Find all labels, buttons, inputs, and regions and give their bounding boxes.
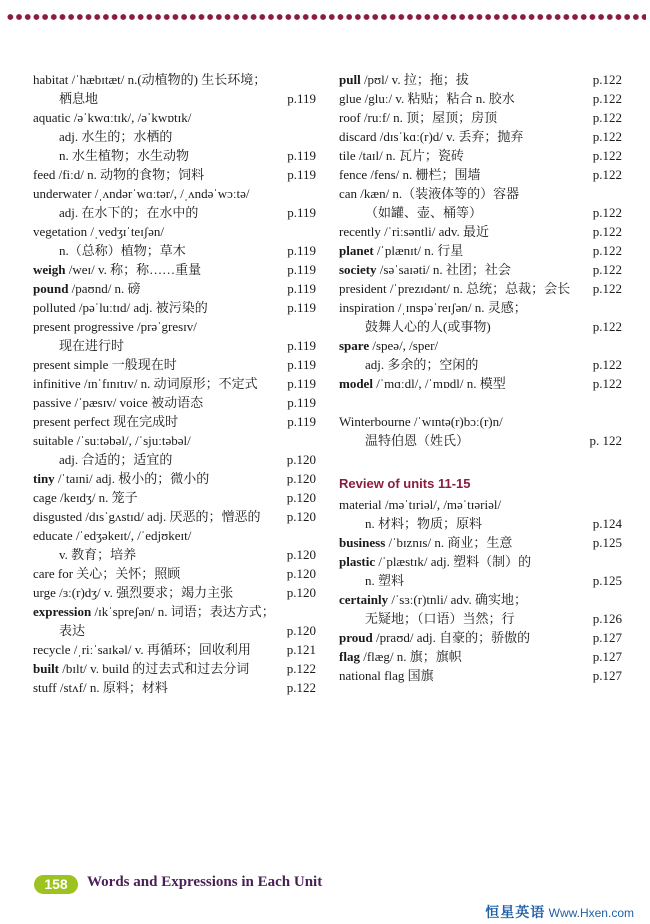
word-entry [33,659,316,678]
entry-text: cage /keɪdʒ/ n. 笼子 [33,490,138,505]
page-reference: p.122 [592,129,622,144]
entry-text: present progressive /prəˈgresɪv/ [33,319,197,334]
entry-text: habitat /ˈhæbɪtæt/ n.(动植物的) 生长环境； [33,72,267,87]
page-reference: p.120 [286,566,316,581]
page-reference: p.122 [592,91,622,106]
word-entry [33,355,316,374]
entry-text: adj. 水生的；水栖的 [59,129,173,144]
entry-text: adj. 合适的；适宜的 [59,452,173,467]
entry-definition: /ˈsɜː(r)tnli/ adv. 确实地； [388,592,528,607]
entry-definition: /ˈtaɪni/ adj. 极小的；微小的 [54,471,210,486]
entry-text: recently /ˈriːsəntli/ adv. 最近 [339,224,490,239]
section-title: Review of units 11-15 [339,476,471,491]
word-entry [33,260,316,279]
entry-text: v. 教育；培养 [59,547,137,562]
page-reference: p.127 [592,649,622,664]
page-reference: p.127 [592,668,622,683]
word-entry [339,666,622,685]
page-reference: p.122 [592,262,622,277]
page-reference: p.122 [592,281,622,296]
page-reference: p.127 [592,630,622,645]
page-reference: p.119 [287,357,316,372]
entry-definition: /pʊl/ v. 拉；拖；拔 [360,72,469,87]
headword: spare [339,338,370,353]
word-entry [33,526,316,545]
entry-text: glue /gluː/ v. 粘贴；粘合 n. 胶水 [339,91,515,106]
word-entry [33,108,316,127]
review-word-list [339,495,622,685]
right-word-list [339,70,622,393]
page-reference: p.122 [592,167,622,182]
headword: certainly [339,592,389,607]
word-entry [33,431,316,450]
page-reference: p.119 [287,167,316,182]
word-entry [339,222,622,241]
entry-continuation [339,571,622,590]
footer-title: Words and Expressions in Each Unit [87,874,323,890]
entry-text: discard /dɪsˈkɑː(r)d/ v. 丢弃；抛弃 [339,129,524,144]
entry-text: underwater /ˌʌndərˈwɑːtər/, /ˌʌndəˈwɔːtə/ [33,186,250,201]
headword: business [339,535,386,550]
entry-text: inspiration /ˌɪnspəˈreɪʃən/ n. 灵感； [339,300,527,315]
entry-text: recycle /ˌriːˈsaɪkəl/ v. 再循环；回收利用 [33,642,251,657]
entry-continuation [33,146,316,165]
page-reference: p.119 [287,243,316,258]
entry-text: can /kæn/ n.（装液体等的）容器 [339,186,520,201]
entry-text: 鼓舞人心的人(或事物) [365,319,491,334]
page-reference: p.120 [286,490,316,505]
headword: plastic [339,554,376,569]
word-entry [33,222,316,241]
entry-definition: /ˈplænɪt/ n. 行星 [373,243,464,258]
entry-text: adj. 多余的；空闲的 [365,357,479,372]
word-entry [33,602,316,621]
entry-definition: /səˈsaɪəti/ n. 社团；社会 [376,262,511,277]
word-entry [33,678,316,697]
entry-text: Winterbourne /ˈwɪntə(r)bɔː(r)n/ [339,414,503,429]
headword: pull [339,72,361,87]
headword: flag [339,649,360,664]
word-entry [339,127,622,146]
entry-continuation [33,545,316,564]
word-entry [339,647,622,666]
entry-definition: /praʊd/ adj. 自豪的；骄傲的 [372,630,531,645]
word-entry [33,298,316,317]
headword: built [33,661,60,676]
entry-text: 无疑地；（口语）当然；行 [365,611,515,626]
word-entry [33,393,316,412]
word-entry [33,70,316,89]
page-reference: p.120 [286,585,316,600]
page-reference: p.125 [592,535,622,550]
word-entry [339,495,622,514]
page-reference: p.120 [286,547,316,562]
entry-continuation [33,336,316,355]
page-reference: p.119 [287,262,316,277]
word-entry [33,279,316,298]
page-reference: p.122 [286,661,316,676]
page-reference: p.119 [287,338,316,353]
headword: pound [33,281,69,296]
entry-text: 现在进行时 [59,338,125,353]
headword: proud [339,630,373,645]
entry-definition: /bɪlt/ v. build 的过去式和过去分词 [59,661,250,676]
page-reference: p.122 [592,319,622,334]
word-entry [33,488,316,507]
entry-definition: /paʊnd/ n. 磅 [68,281,141,296]
entry-continuation [33,450,316,469]
word-entry [339,184,622,203]
page-reference: p.122 [592,243,622,258]
word-entry [339,70,622,89]
entry-definition: /ˈmɑːdl/, /ˈmɒdl/ n. 模型 [372,376,506,391]
page-reference: p.122 [286,680,316,695]
entry-text: stuff /stʌf/ n. 原料；材料 [33,680,168,695]
entry-continuation [33,127,316,146]
entry-continuation [339,431,622,450]
page-reference: p.120 [286,471,316,486]
word-entry [33,412,316,431]
headword: expression [33,604,92,619]
word-entry [339,628,622,647]
word-entry [339,89,622,108]
entry-continuation [339,514,622,533]
entry-text: passive /ˈpæsɪv/ voice 被动语态 [33,395,204,410]
word-entry [33,583,316,602]
entry-text: vegetation /ˌvedʒɪˈteɪʃən/ [33,224,165,239]
word-entry [339,165,622,184]
word-entry [33,184,316,203]
entry-text: n.（总称）植物；草木 [59,243,186,258]
watermark-url: Www.Hxen.com [548,906,634,920]
page-reference: p.122 [592,205,622,220]
entry-definition: /ɪkˈspreʃən/ n. 词语；表达方式； [91,604,275,619]
page-reference: p.121 [286,642,316,657]
entry-text: n. 水生植物；水生动物 [59,148,190,163]
entry-text: 表达 [59,623,86,638]
entry-text: fence /fens/ n. 栅栏；围墙 [339,167,481,182]
page-number-badge: 158 [34,875,78,894]
entry-text: feed /fiːd/ n. 动物的食物；饲料 [33,167,205,182]
entry-text: （如罐、壶、桶等） [365,205,483,220]
entry-text: n. 塑料 [365,573,405,588]
entry-text: 温特伯恩（姓氏） [365,433,470,448]
word-entry [339,146,622,165]
entry-text: disgusted /dɪsˈgʌstɪd/ adj. 厌恶的；憎恶的 [33,509,261,524]
word-entry [33,165,316,184]
entry-definition: /ˈbɪznɪs/ n. 商业；生意 [385,535,513,550]
page-reference: p.119 [287,205,316,220]
word-entry [339,412,622,431]
entry-definition: /weɪ/ v. 称；称……重量 [65,262,202,277]
entry-text: suitable /ˈsuːtəbəl/, /ˈsjuːtəbəl/ [33,433,191,448]
page-reference: p.124 [592,516,622,531]
page-reference: p.119 [287,395,316,410]
entry-definition: /flæg/ n. 旗；旗帜 [359,649,462,664]
page-reference: p.122 [592,376,622,391]
page-reference: p.119 [287,148,316,163]
word-entry [339,336,622,355]
entry-text: present perfect 现在完成时 [33,414,179,429]
entry-continuation [339,203,622,222]
word-entry [339,279,622,298]
entry-text: n. 材料；物质；原料 [365,516,483,531]
entry-continuation [339,355,622,374]
entry-continuation [33,89,316,108]
word-entry [33,507,316,526]
page-reference: p.125 [592,573,622,588]
word-entry [339,552,622,571]
decorative-dot-border [6,11,646,23]
page-reference: p.119 [287,376,316,391]
headword: planet [339,243,374,258]
page-reference: p.122 [592,224,622,239]
word-entry [339,533,622,552]
word-entry [33,317,316,336]
right-word-column [339,70,622,685]
page-reference: p.119 [287,414,316,429]
headword: tiny [33,471,55,486]
entry-text: roof /ruːf/ n. 顶；屋顶；房顶 [339,110,498,125]
page-reference: p.119 [287,300,316,315]
word-entry [339,241,622,260]
entry-continuation [339,609,622,628]
page-reference: p.122 [592,357,622,372]
page-reference: p.122 [592,148,622,163]
entry-definition: /ˈplæstɪk/ adj. 塑料（制）的 [375,554,532,569]
page-reference: p.119 [287,91,316,106]
headword: society [339,262,377,277]
word-entry [33,374,316,393]
word-entry [339,374,622,393]
page-reference: p.120 [286,623,316,638]
headword: weigh [33,262,66,277]
entry-definition: /speə/, /sper/ [369,338,439,353]
entry-text: president /ˈprezɪdənt/ n. 总统；总裁；会长 [339,281,571,296]
entry-text: 栖息地 [59,91,99,106]
site-watermark [485,902,634,922]
word-entry [33,564,316,583]
page-reference: p.120 [286,452,316,467]
proper-name-list [339,412,622,450]
watermark-brand: 恒星英语 [485,904,546,920]
entry-text: tile /taɪl/ n. 瓦片；瓷砖 [339,148,464,163]
entry-text: polluted /pəˈluːtɪd/ adj. 被污染的 [33,300,208,315]
page-reference: p. 122 [589,433,622,448]
entry-text: material /məˈtɪriəl/, /məˈtɪəriəl/ [339,497,502,512]
entry-continuation [339,317,622,336]
page-reference: p.119 [287,281,316,296]
entry-text: national flag 国旗 [339,668,434,683]
word-entry [339,260,622,279]
page-reference: p.120 [286,509,316,524]
entry-text: adj. 在水下的；在水中的 [59,205,199,220]
entry-text: infinitive /ɪnˈfɪnɪtɪv/ n. 动词原形；不定式 [33,376,258,391]
entry-text: care for 关心；关怀；照顾 [33,566,181,581]
entry-text: present simple 一般现在时 [33,357,177,372]
left-word-column [33,70,316,697]
page-reference: p.122 [592,72,622,87]
word-entry [339,298,622,317]
headword: model [339,376,373,391]
page-reference: p.122 [592,110,622,125]
page-reference: p.126 [592,611,622,626]
entry-continuation [33,621,316,640]
entry-continuation [33,241,316,260]
entry-continuation [33,203,316,222]
word-entry [33,469,316,488]
word-entry [339,590,622,609]
entry-text: educate /ˈedʒəkeɪt/, /ˈedjʊkeɪt/ [33,528,192,543]
word-entry [339,108,622,127]
word-entry [33,640,316,659]
entry-text: aquatic /əˈkwɑːtɪk/, /əˈkwɒtɪk/ [33,110,192,125]
entry-text: urge /ɜː(r)dʒ/ v. 强烈要求；竭力主张 [33,585,234,600]
